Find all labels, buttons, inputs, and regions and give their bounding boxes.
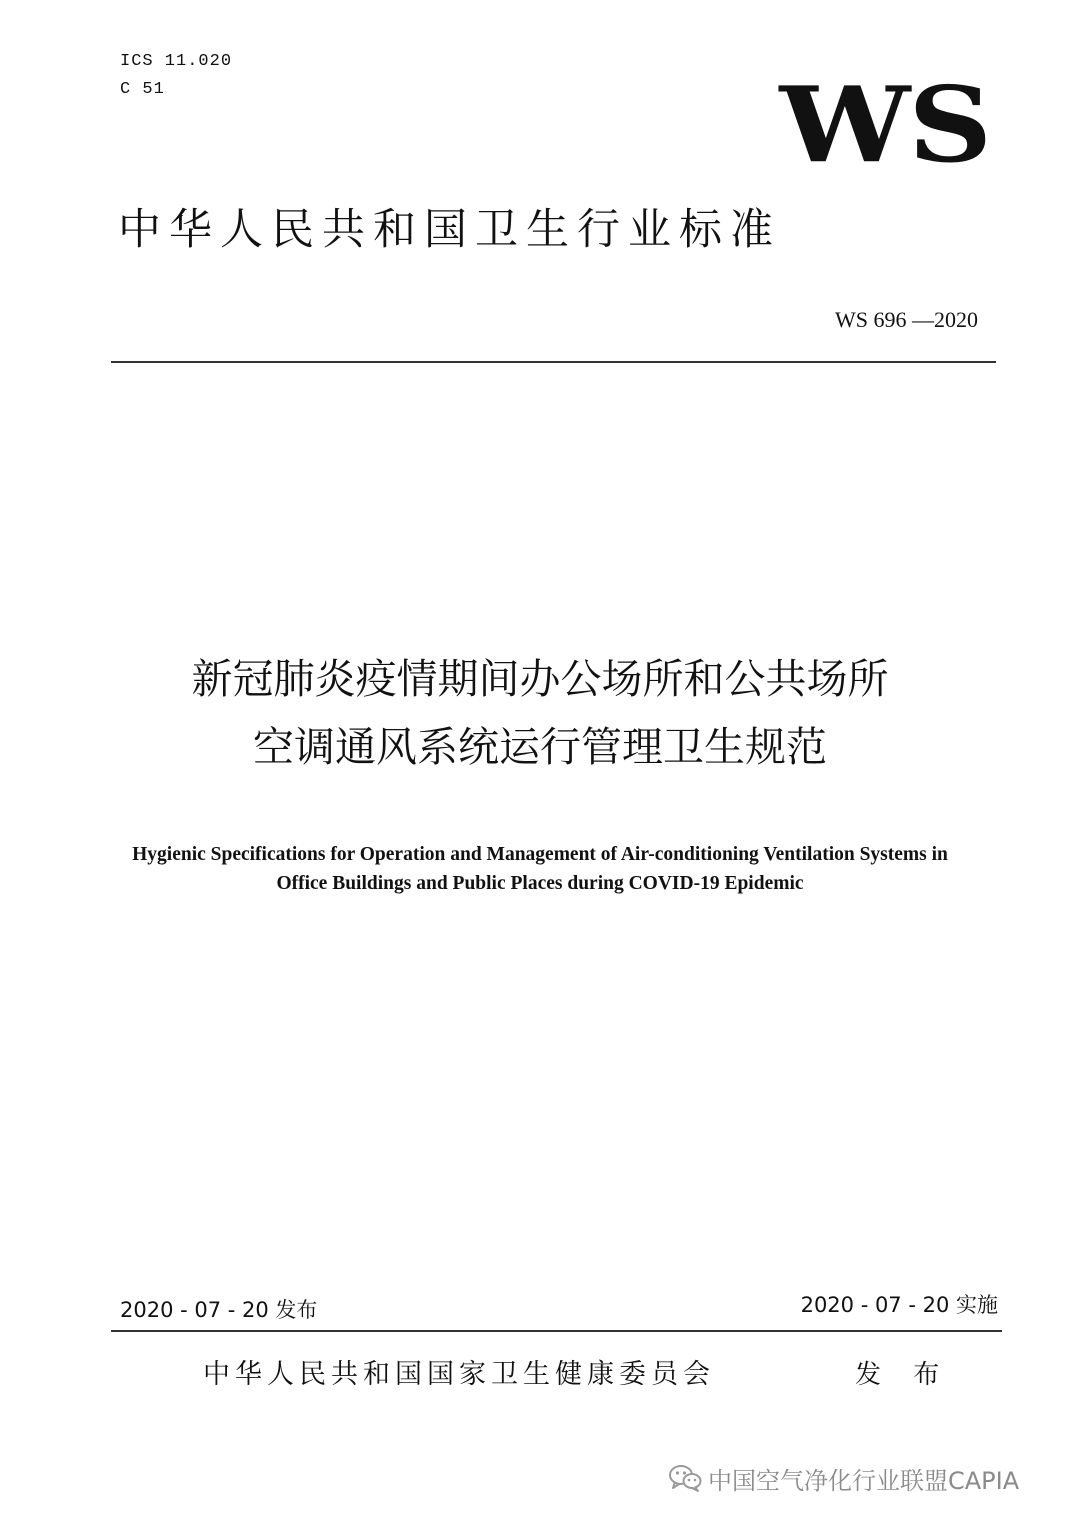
watermark (668, 1458, 1019, 1498)
standard-category: 中华人民共和国卫生行业标准 (118, 205, 781, 255)
classification-codes (120, 48, 232, 104)
ccs-code: C 51 (120, 80, 165, 99)
chinese-title-line-1: 新冠肺炎疫情期间办公场所和公共场所 (191, 655, 889, 703)
bottom-divider (111, 1330, 1002, 1332)
ws-logo: WS (779, 63, 990, 186)
chinese-title (80, 645, 1000, 781)
english-title-line-1: Hygienic Specifications for Operation and Management of Air-conditioning Ventilation Systems in (132, 844, 948, 865)
chinese-title-line-2: 空调通风系统运行管理卫生规范 (253, 723, 827, 771)
top-divider (111, 361, 996, 363)
issue-date: 2020 - 07 - 20 发布 (120, 1298, 318, 1322)
publisher: 中华人民共和国国家卫生健康委员会 (203, 1359, 715, 1390)
standard-number: WS 696 —2020 (835, 307, 978, 332)
ics-code: ICS 11.020 (120, 52, 233, 71)
wechat-icon (668, 1463, 702, 1493)
publish-label: 发 布 (855, 1360, 952, 1390)
english-title (60, 840, 1020, 898)
implementation-date: 2020 - 07 - 20 实施 (800, 1293, 998, 1317)
watermark-text: 中国空气净化行业联盟CAPIA (708, 1466, 1020, 1495)
english-title-line-2: Office Buildings and Public Places during COVID-19 Epidemic (276, 873, 804, 894)
